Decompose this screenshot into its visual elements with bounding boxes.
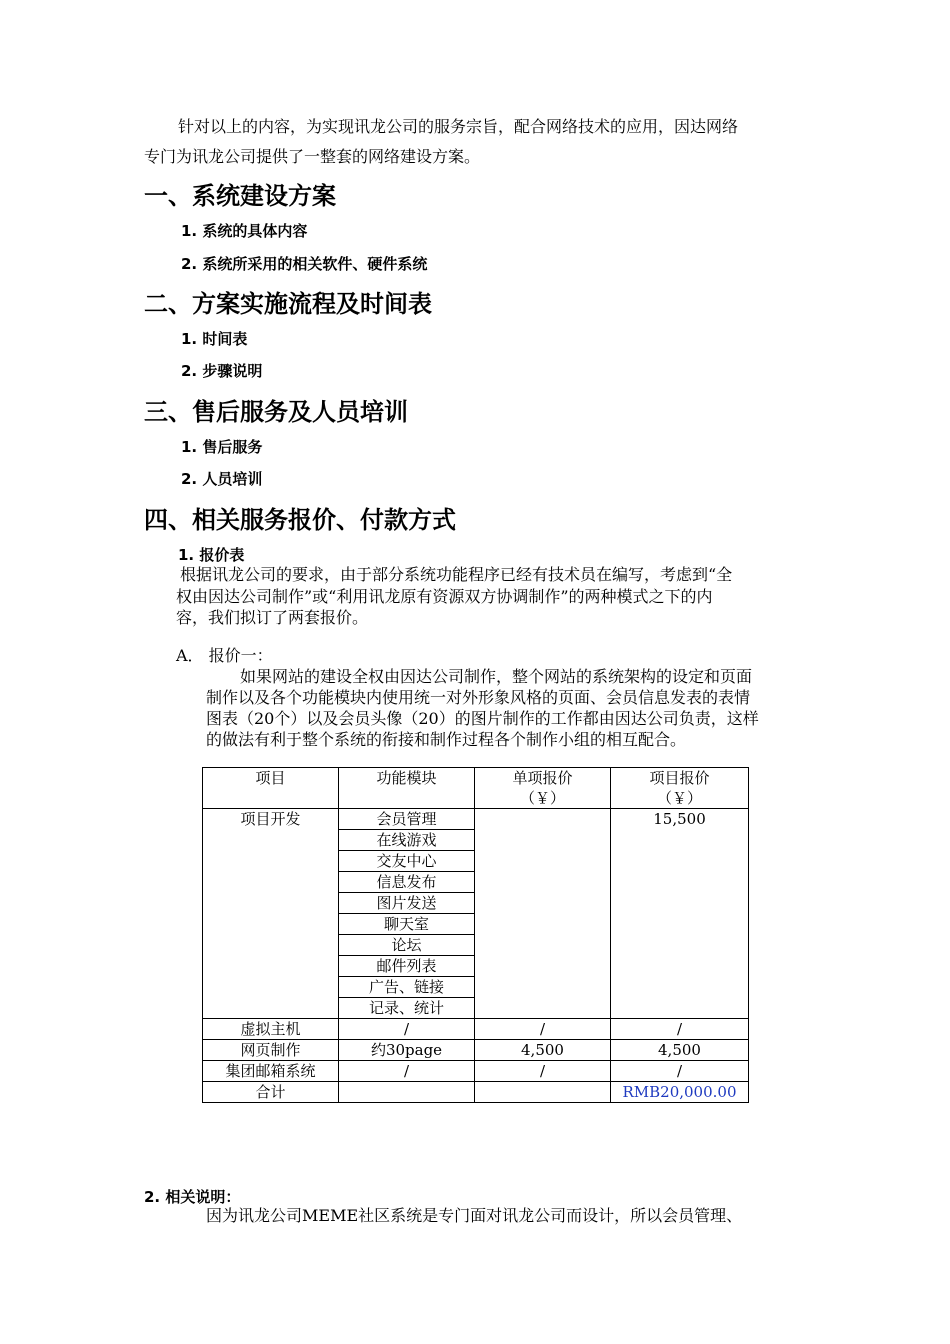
dev-unit-price-cell <box>475 809 611 1019</box>
dev-project-cell: 项目开发 <box>203 809 339 1019</box>
section-4-item-1: 1. 报价表 <box>178 546 245 564</box>
section-2-item-1: 1. 时间表 <box>181 330 248 348</box>
module-cell: 论坛 <box>339 935 475 956</box>
module-cell: 在线游戏 <box>339 830 475 851</box>
quote-table <box>202 767 749 1103</box>
table-row <box>203 1040 749 1061</box>
total-label-cell: 合计 <box>203 1082 339 1103</box>
notes-line-1: 因为讯龙公司MEME社区系统是专门面对讯龙公司而设计，所以会员管理、 <box>206 1206 743 1225</box>
unit-price-cell: / <box>475 1019 611 1040</box>
table-row <box>203 1019 749 1040</box>
option-a-line-1: 如果网站的建设全权由因达公司制作，整个网站的系统架构的设定和页面 <box>240 667 753 686</box>
option-a-line-2: 制作以及各个功能模块内使用统一对外形象风格的页面、会员信息发表的表情 <box>206 688 751 707</box>
project-price-cell: / <box>611 1019 749 1040</box>
section-1-item-1: 1. 系统的具体内容 <box>181 222 308 240</box>
header-project-price: 项目报价 （￥） <box>611 768 749 809</box>
table-total-row <box>203 1082 749 1103</box>
dev-project-price-cell: 15,500 <box>611 809 749 1019</box>
section-3-item-1: 1. 售后服务 <box>181 438 263 456</box>
project-cell: 网页制作 <box>203 1040 339 1061</box>
intro-line-1: 针对以上的内容，为实现讯龙公司的服务宗旨，配合网络技术的应用，因达网络 <box>178 117 739 136</box>
notes-heading: 2. 相关说明： <box>144 1188 241 1206</box>
section-2-title: 二、方案实施流程及时间表 <box>144 290 432 318</box>
section-4-title: 四、相关服务报价、付款方式 <box>144 506 456 534</box>
section-2-item-2: 2. 步骤说明 <box>181 362 263 380</box>
section-3-title: 三、售后服务及人员培训 <box>144 398 408 426</box>
module-cell: / <box>339 1019 475 1040</box>
intro-line-2: 专门为讯龙公司提供了一整套的网络建设方案。 <box>144 147 481 166</box>
section-1-item-2: 2. 系统所采用的相关软件、硬件系统 <box>181 255 428 273</box>
section-3-item-2: 2. 人员培训 <box>181 470 263 488</box>
table-row <box>203 1061 749 1082</box>
project-cell: 虚拟主机 <box>203 1019 339 1040</box>
module-cell: 图片发送 <box>339 893 475 914</box>
module-cell: 信息发布 <box>339 872 475 893</box>
section-1-title: 一、系统建设方案 <box>144 182 336 210</box>
unit-price-cell: / <box>475 1061 611 1082</box>
module-cell: 记录、统计 <box>339 998 475 1019</box>
module-cell <box>339 1082 475 1103</box>
module-cell: 邮件列表 <box>339 956 475 977</box>
option-a-line-4: 的做法有利于整个系统的衔接和制作过程各个制作小组的相互配合。 <box>206 730 687 749</box>
project-price-cell: 4,500 <box>611 1040 749 1061</box>
quote-intro-line-2: 权由因达公司制作”或“利用讯龙原有资源双方协调制作”的两种模式之下的内 <box>176 587 713 606</box>
table-row <box>203 809 749 830</box>
project-cell: 集团邮箱系统 <box>203 1061 339 1082</box>
option-a-line-3: 图表（20个）以及会员头像（20）的图片制作的工作都由因达公司负责，这样 <box>206 709 759 728</box>
quote-intro-line-1: 根据讯龙公司的要求，由于部分系统功能程序已经有技术员在编写，考虑到“全 <box>180 565 733 584</box>
option-a-label: A． 报价一： <box>176 646 273 665</box>
module-cell: 广告、链接 <box>339 977 475 998</box>
total-price-cell: RMB20,000.00 <box>611 1082 749 1103</box>
unit-price-cell: 4,500 <box>475 1040 611 1061</box>
module-cell: 交友中心 <box>339 851 475 872</box>
header-unit-price: 单项报价 （￥） <box>475 768 611 809</box>
project-price-cell: / <box>611 1061 749 1082</box>
quote-intro-line-3: 容，我们拟订了两套报价。 <box>176 608 369 627</box>
header-project: 项目 <box>203 768 339 809</box>
module-cell: / <box>339 1061 475 1082</box>
table-header-row <box>203 768 749 809</box>
module-cell: 约30page <box>339 1040 475 1061</box>
header-module: 功能模块 <box>339 768 475 809</box>
module-cell: 会员管理 <box>339 809 475 830</box>
module-cell: 聊天室 <box>339 914 475 935</box>
unit-price-cell <box>475 1082 611 1103</box>
